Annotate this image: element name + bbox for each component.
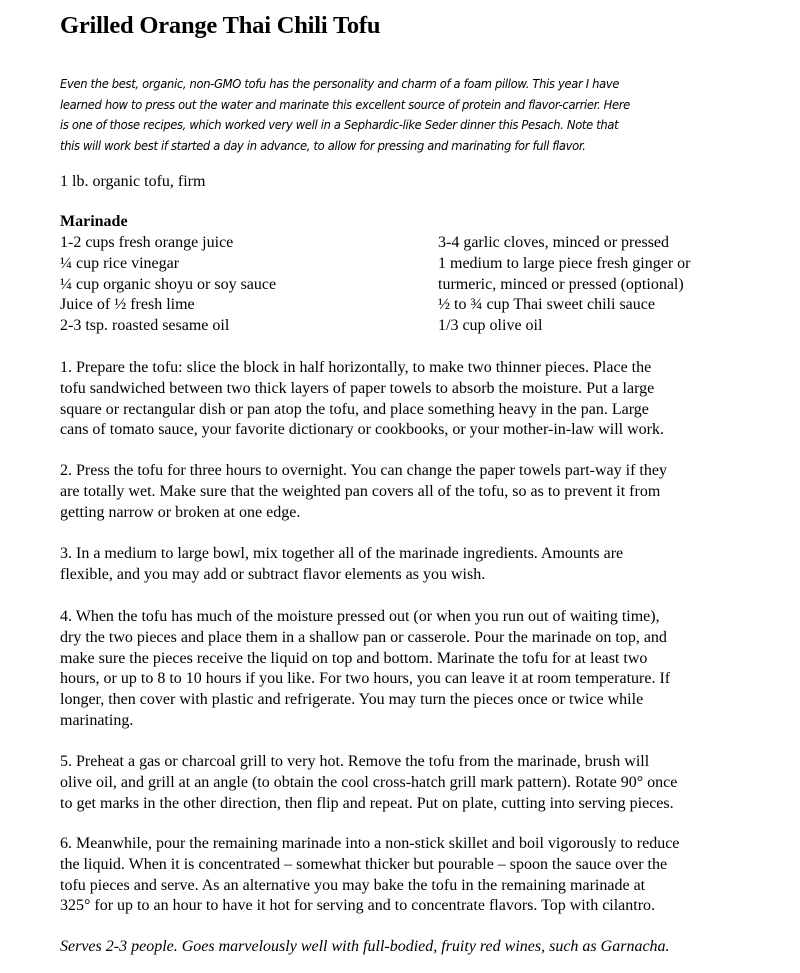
marinade-right-column xyxy=(438,233,691,337)
ingredient-item: 3-4 garlic cloves, minced or pressed xyxy=(438,234,670,251)
ingredient-item: 1-2 cups fresh orange juice xyxy=(60,234,234,251)
recipe-title: Grilled Orange Thai Chili Tofu xyxy=(60,12,381,39)
marinade-left-column xyxy=(60,233,276,337)
step-5 xyxy=(60,752,677,814)
intro-line: this will work best if started a day in advance, to allow for pressing and marinating for full flavor. xyxy=(60,137,586,153)
ingredient-item: ¼ cup rice vinegar xyxy=(60,254,180,272)
ingredient-item: 2-3 tsp. roasted sesame oil xyxy=(60,317,230,335)
main-ingredient: 1 lb. organic tofu, firm xyxy=(60,173,206,190)
ingredient-item: ½ to ¾ cup Thai sweet chili sauce xyxy=(438,296,655,314)
intro-line: is one of those recipes, which worked very well in a Sephardic-like Seder dinner this Pesach. Note that xyxy=(60,117,619,132)
step-line: flexible, and you may add or subtract flavor elements as you wish. xyxy=(60,565,486,583)
step-6 xyxy=(60,834,679,917)
step-line: make sure the pieces receive the liquid on top and bottom. Marinate the tofu for at least two xyxy=(60,649,648,667)
step-line: 5. Preheat a gas or charcoal grill to very hot. Remove the tofu from the marinade, brush will xyxy=(60,753,650,770)
step-1 xyxy=(60,358,664,441)
step-line: 2. Press the tofu for three hours to overnight. You can change the paper towels part-way if they xyxy=(60,462,667,479)
ingredient-item: turmeric, minced or pressed (optional) xyxy=(438,275,684,293)
ingredient-item: Juice of ½ fresh lime xyxy=(60,296,195,314)
marinade-heading: Marinade xyxy=(60,213,128,230)
step-line: 4. When the tofu has much of the moisture pressed out (or when you run out of waiting time), xyxy=(60,608,660,625)
intro-line: learned how to press out the water and marinate this excellent source of protein and flavor-carrier. Here xyxy=(60,96,630,112)
step-line: tofu sandwiched between two thick layers of paper towels to absorb the moisture. Put a large xyxy=(60,379,655,397)
step-line: tofu pieces and serve. As an alternative you may bake the tofu in the remaining marinade at xyxy=(60,876,646,894)
step-2 xyxy=(60,461,667,523)
serving-note: Serves 2-3 people. Goes marvelously well with full-bodied, fruity red wines, such as Garnacha. xyxy=(60,938,670,955)
step-3 xyxy=(60,544,623,586)
intro-paragraph xyxy=(60,74,630,156)
step-line: getting narrow or broken at one edge. xyxy=(60,503,301,521)
step-line: dry the two pieces and place them in a shallow pan or casserole. Pour the marinade on top, and xyxy=(60,628,667,646)
step-line: longer, then cover with plastic and refrigerate. You may turn the pieces once or twice while xyxy=(60,691,644,709)
step-line: are totally wet. Make sure that the weighted pan covers all of the tofu, so as to prevent it from xyxy=(60,482,661,500)
step-line: 325° for up to an hour to have it hot for serving and to concentrate flavors. Top with cilantro. xyxy=(60,897,656,915)
step-line: 1. Prepare the tofu: slice the block in half horizontally, to make two thinner pieces. Place the xyxy=(60,359,652,376)
step-line: square or rectangular dish or pan atop the tofu, and place something heavy in the pan. Large xyxy=(60,400,649,418)
ingredient-item: ¼ cup organic shoyu or soy sauce xyxy=(60,275,277,293)
step-line: hours, or up to 8 to 10 hours if you like. For two hours, you can leave it at room temperature. If xyxy=(60,670,671,688)
step-line: marinating. xyxy=(60,711,134,729)
step-line: to get marks in the other direction, then flip and repeat. Put on plate, cutting into serving pieces. xyxy=(60,794,674,812)
step-line: cans of tomato sauce, your favorite dictionary or cookbooks, or your mother-in-law will work. xyxy=(60,421,664,439)
step-4 xyxy=(60,607,670,732)
ingredient-item: 1/3 cup olive oil xyxy=(438,317,543,335)
step-line: olive oil, and grill at an angle (to obtain the cool cross-hatch grill mark pattern). Rotate 90° once xyxy=(60,773,678,791)
step-line: 6. Meanwhile, pour the remaining marinade into a non-stick skillet and boil vigorously to reduce xyxy=(60,835,680,852)
step-line: 3. In a medium to large bowl, mix together all of the marinade ingredients. Amounts are xyxy=(60,545,624,562)
intro-line: Even the best, organic, non-GMO tofu has the personality and charm of a foam pillow. This year I have xyxy=(60,76,620,91)
ingredient-item: 1 medium to large piece fresh ginger or xyxy=(438,254,691,272)
step-line: the liquid. When it is concentrated – somewhat thicker but pourable – spoon the sauce over the xyxy=(60,855,668,873)
